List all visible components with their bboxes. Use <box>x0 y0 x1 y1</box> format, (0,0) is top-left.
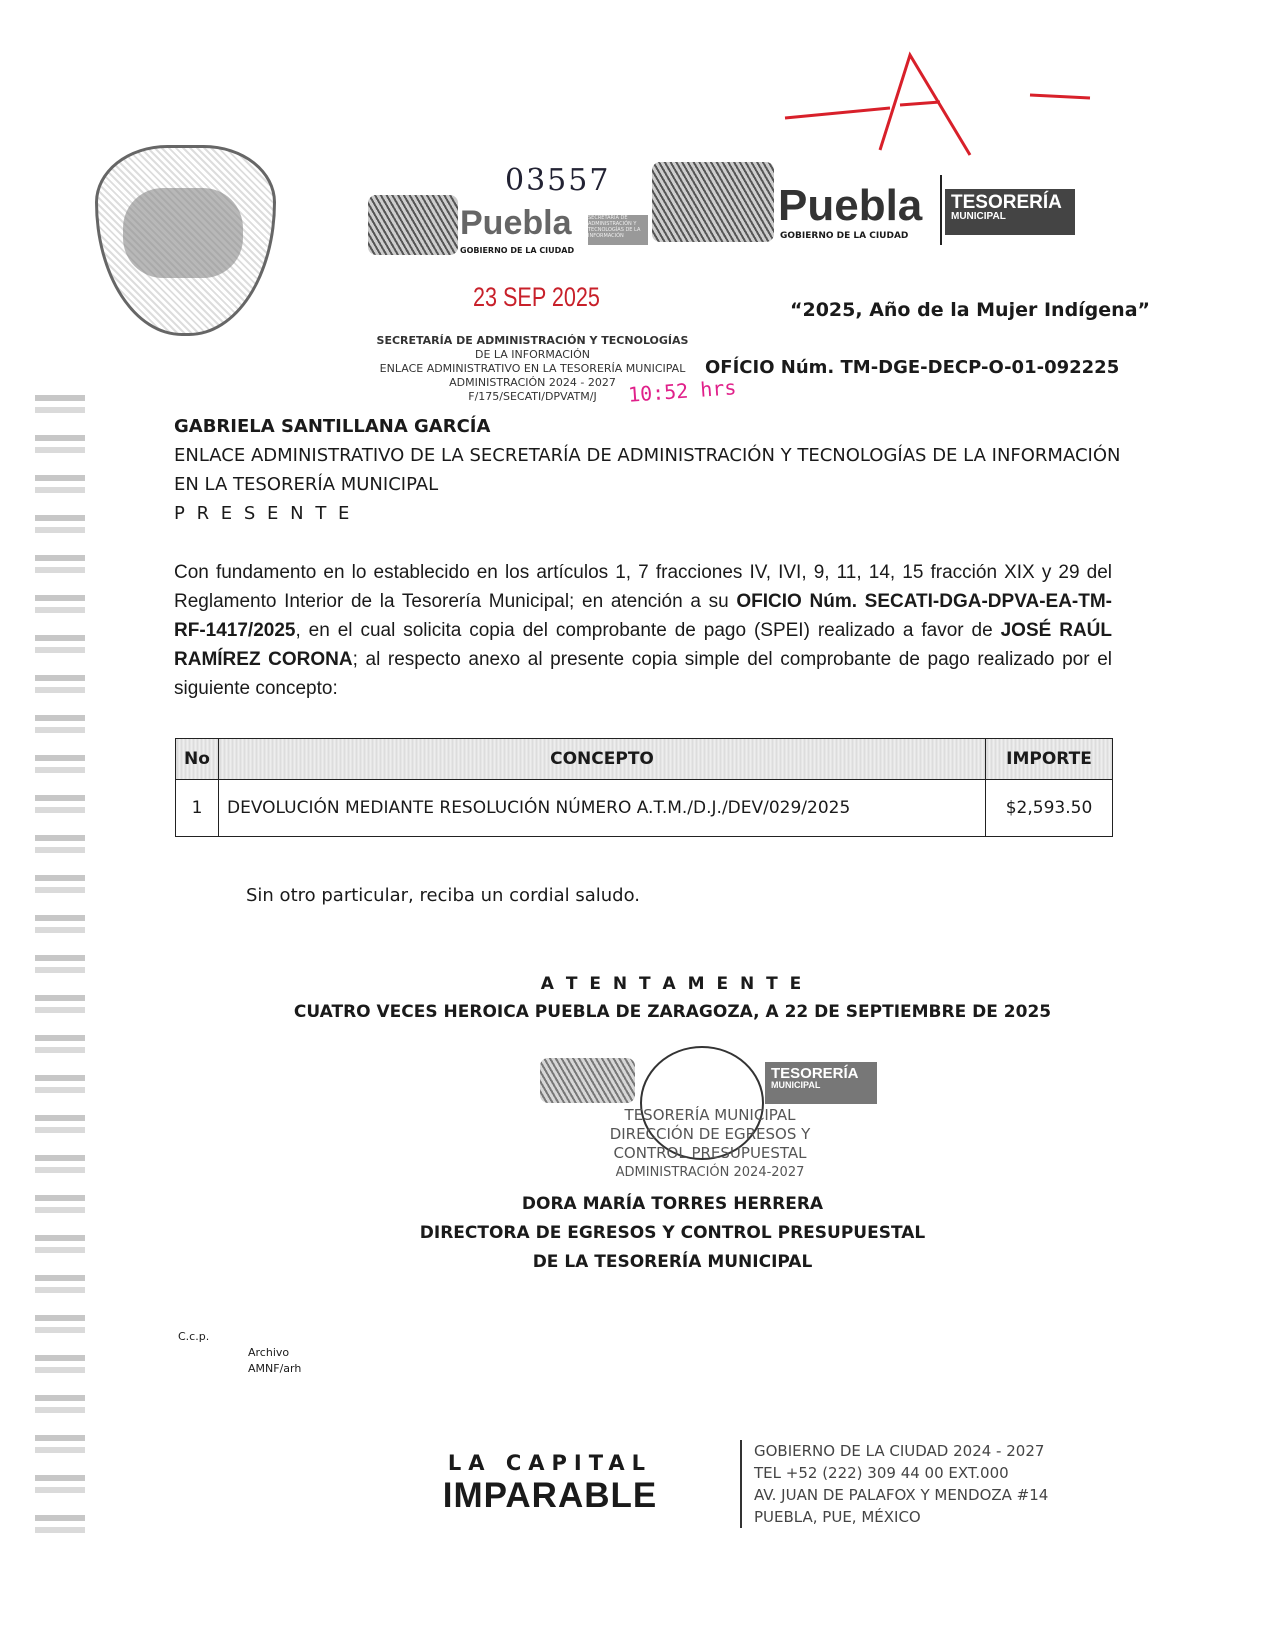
ccp-list <box>248 1345 301 1377</box>
city-seal <box>95 145 276 336</box>
signature-emblem <box>540 1058 635 1103</box>
stamp-line: DIRECCIÓN DE EGRESOS Y <box>609 1125 811 1143</box>
oficio-reference: OFICIO Núm. SECATI-DGA-DPVA-EA-TM-RF-1417/2025 <box>174 591 1112 641</box>
slogan-bottom: IMPARABLE <box>442 1476 658 1515</box>
tesoreria-logo <box>945 189 1075 235</box>
decorative-border <box>35 395 85 1545</box>
table-row <box>176 780 1113 837</box>
signatory-title: DIRECTORA DE EGRESOS Y CONTROL PRESUPUESTAL <box>419 1223 926 1243</box>
tesoreria-title: TESORERÍA <box>771 1065 859 1082</box>
puebla-logo-left: Puebla <box>460 204 572 242</box>
cell-concepto: DEVOLUCIÓN MEDIANTE RESOLUCIÓN NÚMERO A.T.M./D.J./DEV/029/2025 <box>219 780 986 837</box>
body-paragraph <box>174 558 1112 703</box>
logo-right-sub: GOBIERNO DE LA CIUDAD <box>780 231 909 241</box>
stamp-line: ADMINISTRACIÓN 2024-2027 <box>615 1165 805 1180</box>
footer-contact <box>740 1440 1048 1528</box>
text: ; al respecto anexo al presente copia simple del comprobante de pago realizado por el siguiente concepto: <box>174 649 1112 699</box>
atentamente: A T E N T A M E N T E <box>540 974 805 994</box>
stamp-line: ADMINISTRACIÓN 2024 - 2027 <box>449 376 616 389</box>
signatory <box>0 1190 1275 1277</box>
stamp-line: ENLACE ADMINISTRATIVO EN LA TESORERÍA MUNICIPAL <box>379 362 686 375</box>
handwritten-time: 10:52 hrs <box>627 375 738 407</box>
stamp-line: SECRETARÍA DE ADMINISTRACIÓN Y TECNOLOGÍAS <box>376 334 689 347</box>
capital-imparable-logo <box>405 1450 695 1516</box>
tesoreria-sub: MUNICIPAL <box>951 211 1006 222</box>
tesoreria-title: TESORERÍA <box>951 192 1062 213</box>
city-emblem-right <box>652 162 774 242</box>
signatory-name: DORA MARÍA TORRES HERRERA <box>521 1194 824 1214</box>
col-concepto: CONCEPTO <box>219 739 986 780</box>
beneficiary-name: JOSÉ RAÚL RAMÍREZ CORONA <box>174 620 1112 670</box>
folio-number: 03557 <box>505 163 611 198</box>
stamp-line: TESORERÍA MUNICIPAL <box>624 1106 796 1124</box>
tesoreria-sub: MUNICIPAL <box>771 1080 821 1090</box>
table-header <box>176 739 1113 780</box>
concept-table <box>175 738 1113 837</box>
presente: P R E S E N T E <box>174 503 353 524</box>
logo-left-dept: SECRETARÍA DE ADMINISTRACIÓN Y TECNOLOGÍAS DE LA INFORMACIÓN <box>588 215 648 245</box>
oficio-number: OFÍCIO Núm. TM-DGE-DECP-O-01-092225 <box>705 357 1120 378</box>
ccp-label: C.c.p. <box>178 1330 210 1343</box>
city-emblem-left <box>368 195 458 255</box>
text: , en el cual solicita copia del comprobante de pago (SPEI) realizado a favor de <box>295 620 1001 641</box>
cell-no: 1 <box>176 780 219 837</box>
recipient-position: ENLACE ADMINISTRATIVO DE LA SECRETARÍA DE ADMINISTRACIÓN Y TECNOLOGÍAS DE LA INFORMACIÓN <box>174 445 1121 466</box>
recipient-position-2: EN LA TESORERÍA MUNICIPAL <box>174 474 439 495</box>
ccp-line: AMNF/arh <box>248 1362 302 1375</box>
closing: Sin otro particular, reciba un cordial saludo. <box>246 885 640 906</box>
motto: “2025, Año de la Mujer Indígena” <box>790 299 1150 321</box>
stamp-line: CONTROL PRESUPUESTAL <box>613 1144 807 1162</box>
text: Con fundamento en lo establecido en los artículos 1, 7 fracciones IV, IVI, 9, 11, 14, 15 fracción XIX y 29 del Reglamento Interior de la Tesorería Municipal; en atención a su <box>174 562 1112 612</box>
slogan-top: LA CAPITAL <box>447 1451 653 1475</box>
recipient-name: GABRIELA SANTILLANA GARCÍA <box>174 416 491 437</box>
place-date: CUATRO VECES HEROICA PUEBLA DE ZARAGOZA, A 22 DE SEPTIEMBRE DE 2025 <box>293 1002 1052 1022</box>
footer-line: GOBIERNO DE LA CIUDAD 2024 - 2027 <box>754 1442 1045 1460</box>
handwritten-mark-a <box>780 50 1100 160</box>
footer-city: PUEBLA, PUE, MÉXICO <box>754 1508 921 1526</box>
logo-left-sub: GOBIERNO DE LA CIUDAD <box>460 246 575 255</box>
puebla-logo-right: Puebla <box>778 181 923 230</box>
signature-tesoreria-logo <box>765 1062 877 1104</box>
footer-address: AV. JUAN DE PALAFOX Y MENDOZA #14 <box>754 1486 1049 1504</box>
signatory-title-2: DE LA TESORERÍA MUNICIPAL <box>532 1252 813 1272</box>
official-stamp <box>560 1106 860 1182</box>
stamp-line: F/175/SECATI/DPVATM/J <box>468 390 597 403</box>
footer-phone: TEL +52 (222) 309 44 00 EXT.000 <box>754 1464 1009 1482</box>
ccp-line: Archivo <box>248 1346 290 1359</box>
recipient-block <box>174 412 1121 528</box>
col-importe: IMPORTE <box>986 739 1113 780</box>
stamp-line: DE LA INFORMACIÓN <box>474 348 591 361</box>
col-no: No <box>176 739 219 780</box>
received-date-stamp: 23 SEP 2025 <box>473 282 600 312</box>
cell-importe: $2,593.50 <box>986 780 1113 837</box>
